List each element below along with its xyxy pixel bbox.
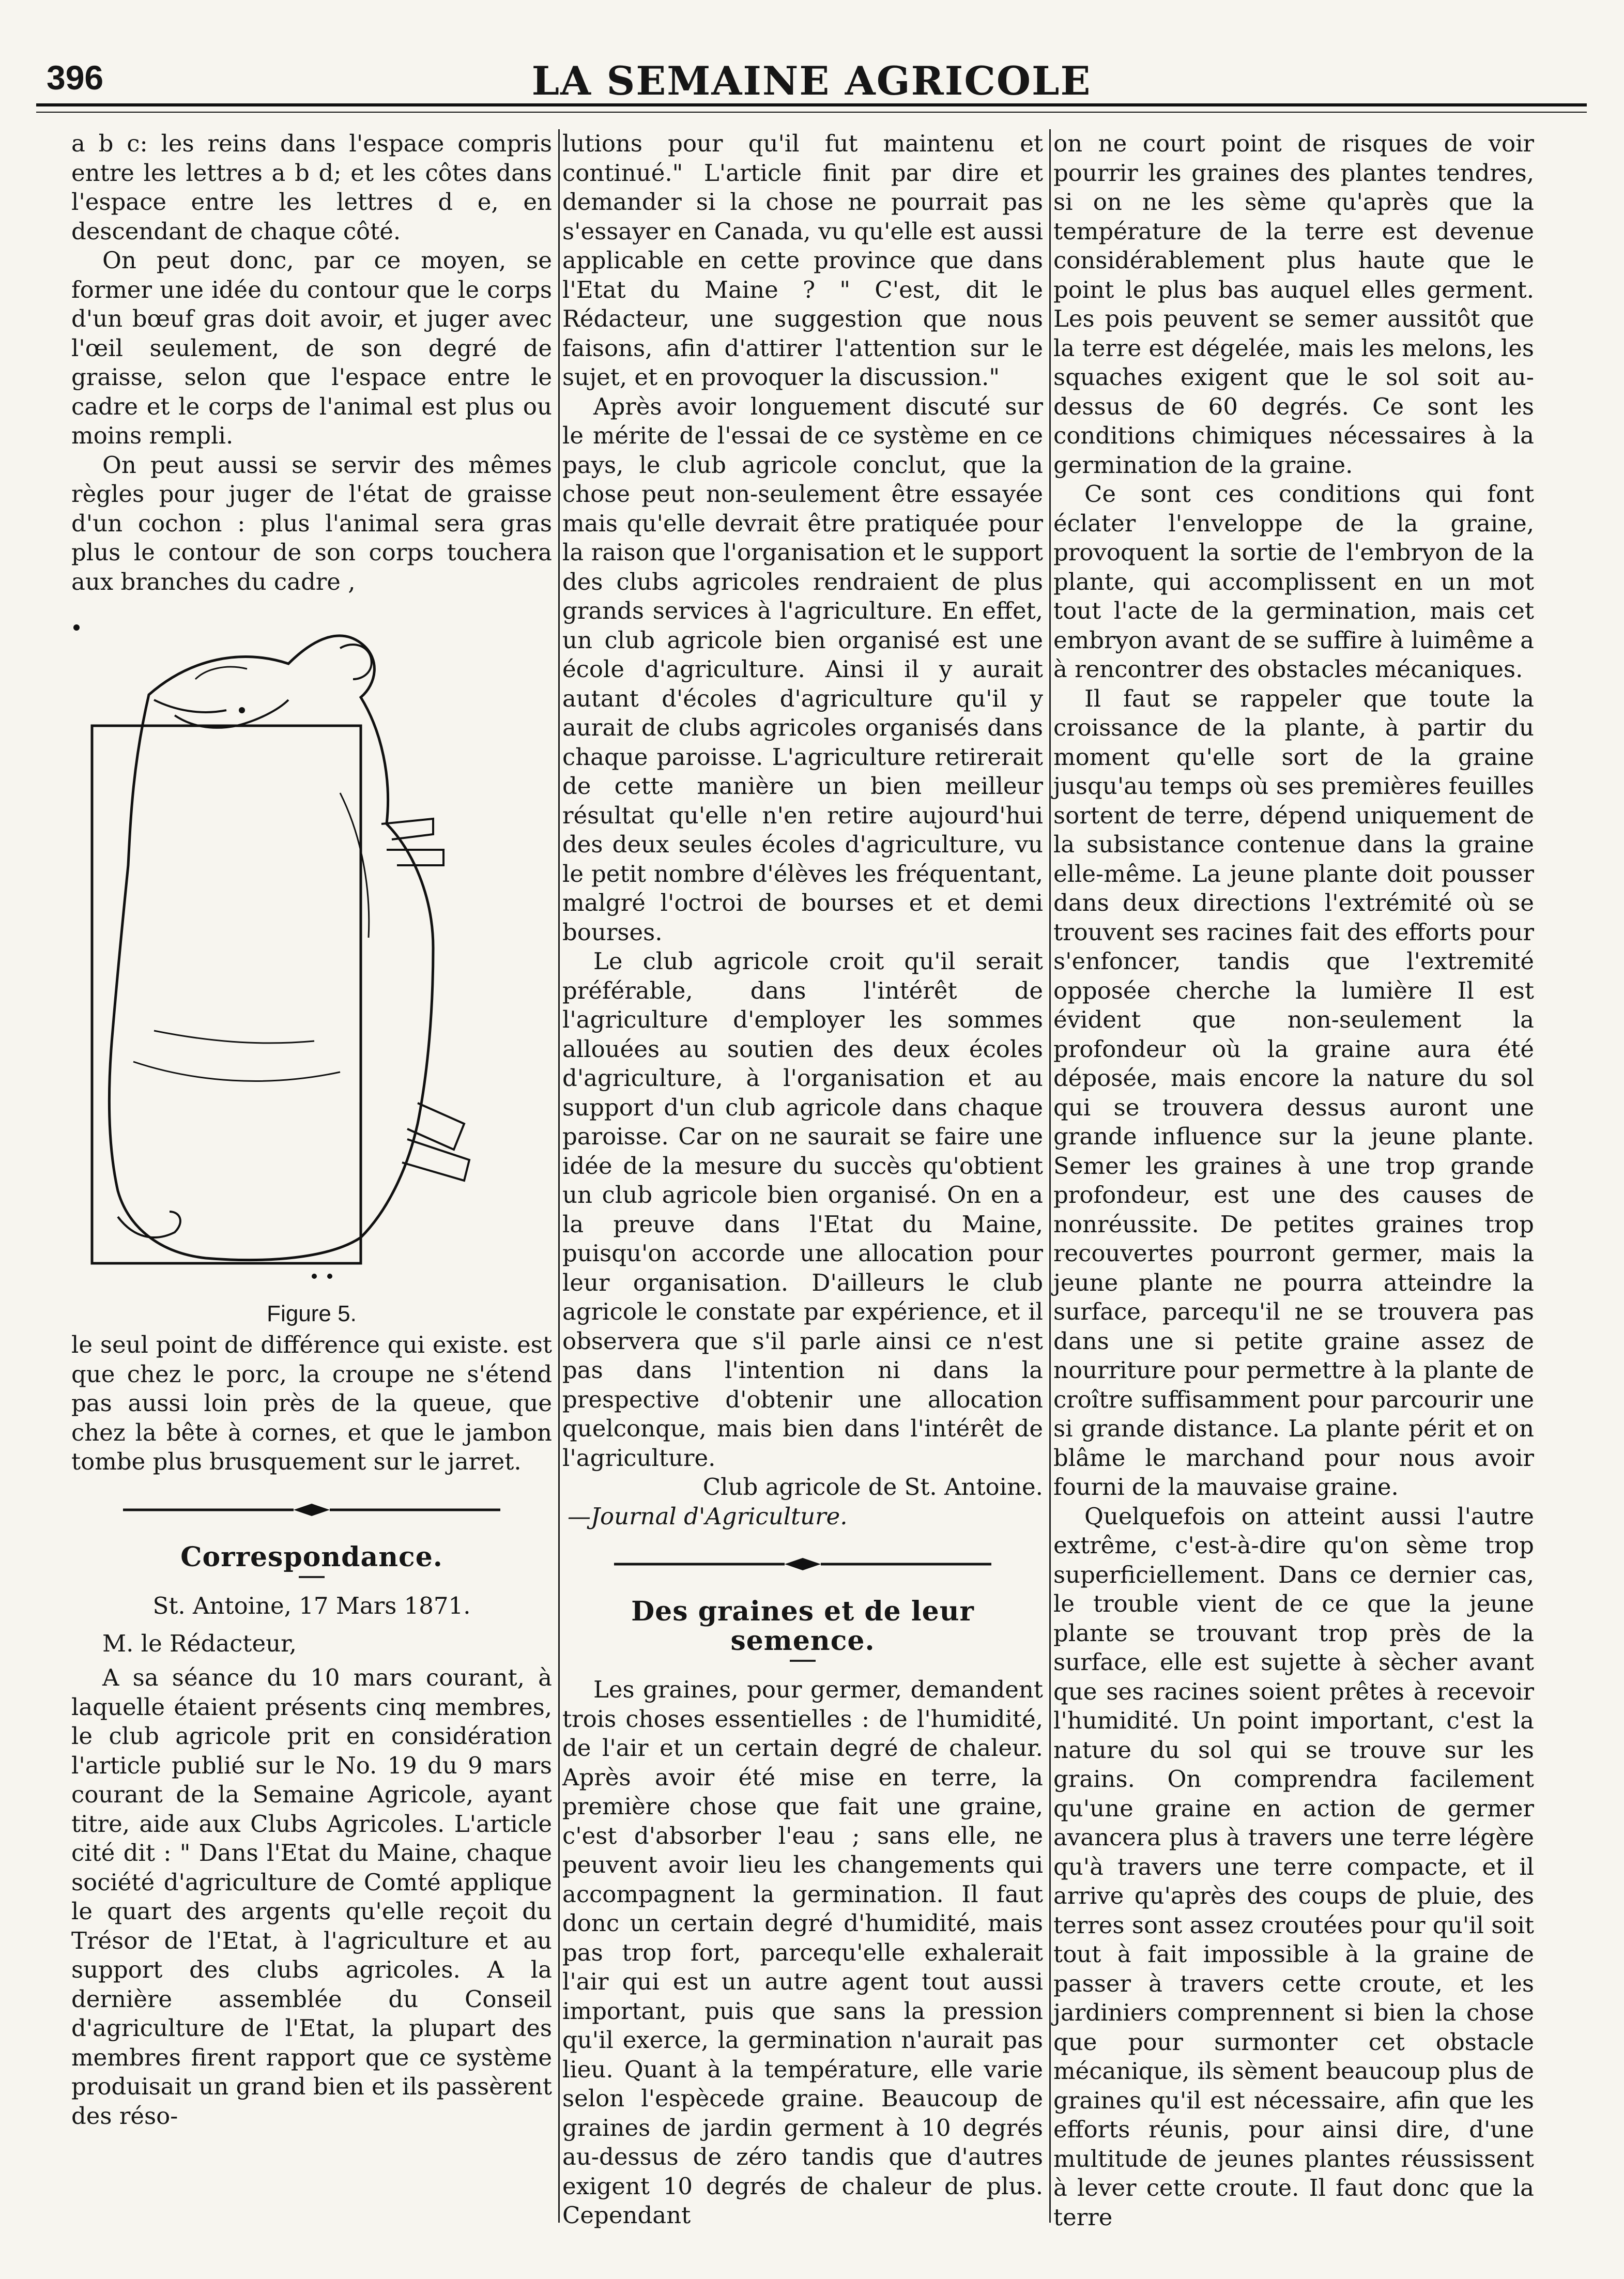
column-1 (71, 129, 552, 2131)
column-divider (558, 129, 560, 2223)
figure-5 (71, 607, 552, 1330)
journal-title: LA SEMAINE AGRICOLE (531, 58, 1092, 104)
paragraph: Après avoir longuement discuté sur le mérite de l'essai de ce système en ce pays, le club agricole conclut, que la chose peut non-seulement être essayée mais qu'elle devrait être pratiquée pour la raison que l'organisation et le support des clubs agricoles rendraient de plus grands services à l'agriculture. En effet, un club agricole bien organisé est une école d'agriculture. Ainsi il y aurait autant d'écoles d'agriculture qu'il y aurait de clubs agricoles organisés dans chaque paroisse. L'agriculture retirerait de cette manière un bien meilleur résultat qu'elle n'en retire aujourd'hui des deux seules écoles d'agriculture, vu le petit nombre d'élèves les fréquentant, malgré l'octroi de bourses et et demi bourses. (562, 392, 1043, 946)
paragraph: On peut aussi se servir des mêmes règles pour juger de l'état de graisse d'un cochon : plus l'animal sera gras plus le contour de son corps touchera aux branches du cadre , (71, 451, 552, 595)
paragraph: A sa séance du 10 mars courant, à laquelle étaient présents cinq membres, le club agricole prit en considération l'article publié sur le No. 19 du 9 mars courant de la Semaine Agricole, ayant titre, aide aux Clubs Agricoles. L'article cité dit : " Dans l'Etat du Maine, chaque société d'agriculture de Comté applique le quart des argents qu'elle reçoit du Trésor de l'Etat, à l'agriculture et au support des clubs agricoles. A la dernière assemblée du Conseil d'agriculture de l'Etat, la plupart des membres firent rapport que ce système produisait un grand bien et ils passèrent des réso- (71, 1664, 552, 2130)
column-divider (1049, 129, 1051, 2223)
figure-caption: Figure 5. (267, 1301, 357, 1326)
paragraph: Ce sont ces conditions qui font éclater l'enveloppe de la graine, provoquent la sortie de l'embryon de la plante, qui accomplissent en un mot tout l'acte de la germination, mais cet embryon avant de se suffire à luimême a à rencontrer des obstacles mécaniques. (1053, 480, 1534, 683)
pig-in-frame-illustration (71, 607, 552, 1294)
section-ornament (71, 1494, 552, 1525)
section-ornament (562, 1549, 1043, 1580)
paragraph: lutions pour qu'il fut maintenu et continué." L'article finit par dire et demander si la chose ne pourrait pas s'essayer en Canada, vu qu'elle est aussi applicable en cette province que dans l'Etat du Maine ? " C'est, dit le Rédacteur, une suggestion que nous faisons, afin d'attirer l'attention sur le sujet, et en provoquer la discussion." (562, 130, 1043, 391)
column-2 (562, 129, 1043, 2230)
header-rule (36, 103, 1587, 106)
paragraph: Il faut se rappeler que toute la croissance de la plante, à partir du moment qu'elle sort de la graine jusqu'au temps où ses premières feuilles sortent de terre, dépend uniquement de la subsistance contenue dans la graine elle-même. La jeune plante doit pousser dans deux directions l'extrémité où se trouvent ses racines fait des efforts pour s'enfoncer, tandis que l'extremité opposée cherche la lumière Il est évident que non-seulement la profondeur où la graine aura été déposée, mais encore la nature du sol qui se trouvera dessus auront une grande influence sur la jeune plante. Semer les graines à une trop grande profondeur, est une des causes de nonréussite. De petites graines trop recouvertes pourront germer, mais la jeune plante ne pourra atteindre la surface, parcequ'il ne se trouvera pas dans une si petite graine assez de nourriture pour permettre à la plante de croître suffisamment pour parcourir une si grande distance. La plante périt et on blâme le marchand pour nous avoir fourni de la mauvaise graine. (1053, 684, 1534, 1501)
paragraph: le seul point de différence qui existe. est que chez le porc, la croupe ne s'étend pas aussi loin près de la queue, que chez la bête à cornes, et que le jambon tombe plus brusquement sur le jarret. (71, 1331, 552, 1475)
paragraph: a b c: les reins dans l'espace compris entre les lettres a b d; et les côtes dans l'espace entre les lettres d e, en descendant de chaque côté. (71, 130, 552, 245)
page-number: 396 (47, 58, 104, 97)
signature: Club agricole de St. Antoine. (702, 1473, 1043, 1501)
header-rule-thin (36, 112, 1587, 113)
section-title: Correspondance. (180, 1541, 443, 1573)
paragraph: Le club agricole croit qu'il serait préférable, dans l'intérêt de l'agriculture d'employer les sommes allouées au soutien des deux écoles d'agriculture, à l'organisation et au support d'un club agricole dans chaque paroisse. Car on ne saurait se faire une idée de la mesure du succès qu'obtient un club agricole bien organisé. On en a la preuve dans l'Etat du Maine, puisqu'on accorde une allocation pour leur organisation. D'ailleurs le club agricole le constate par expérience, et il observera que s'il parle ainsi ce n'est pas dans l'intention ni dans la prespective d'obtenir une allocation quelconque, mais bien dans l'intérêt de l'agriculture. (562, 947, 1043, 1472)
column-3 (1053, 129, 1534, 2232)
paragraph: Quelquefois on atteint aussi l'autre extrême, c'est-à-dire qu'on sème trop superficiellement. Dans ce dernier cas, le trouble vient de ce que la jeune plante se trouvant trop près de la surface, elle est sujette à sècher avant que ses racines soient prêtes à recevoir l'humidité. Un point important, c'est la nature du sol qui se trouve sur les grains. On comprendra facilement qu'une graine en action de germer avancera plus à travers une terre légère qu'à travers une terre compacte, et il arrive qu'après des coups de pluie, des terres sont assez croutées pour qu'il soit tout à fait impossible à la graine de passer à travers cette croute, et les jardiniers comprennent si bien la chose que pour surmonter cet obstacle mécanique, ils sèment beaucoup plus de graines qu'il est nécessaire, afin que les efforts réunis, pour ainsi dire, d'une multitude de jeunes plantes réussissent à lever cette croute. Il faut donc que la terre (1053, 1502, 1534, 2231)
divider (790, 1660, 816, 1662)
paragraph: On peut donc, par ce moyen, se former une idée du contour que le corps d'un bœuf gras doit avoir, et juger avec l'œil seulement, de son degré de graisse, selon que l'espace entre le cadre et le corps de l'animal est plus ou moins rempli. (71, 247, 552, 449)
paragraph: on ne court point de risques de voir pourrir les graines des plantes tendres, si on ne les sème qu'après que la température de la terre est devenue considérablement plus haute que le point le plus bas auquel elles germent. Les pois peuvent se semer aussitôt que la terre est dégelée, mais les melons, les squaches exigent que le sol soit au-dessus de 60 degrés. Ce sont les conditions chimiques nécessaires à la germination de la graine. (1053, 130, 1534, 479)
section-title: Des graines et de leur semence. (631, 1596, 974, 1657)
source-citation: —Journal d'Agriculture. (568, 1502, 848, 1530)
salutation: M. le Rédacteur, (102, 1629, 297, 1657)
page-header (36, 48, 1587, 110)
divider (299, 1576, 325, 1578)
paragraph: Les graines, pour germer, demandent trois choses essentielles : de l'humidité, de l'air et un certain degré de chaleur. Après avoir été mise en terre, la première chose que fait une graine, c'est d'absorber l'eau ; sans elle, ne peuvent avoir lieu les changements qui accompagnent la germination. Il faut donc un certain degré d'humidité, mais pas trop fort, parcequ'elle exhalerait l'air qui est un autre agent tout aussi important, puis que sans la pression qu'il exerce, la germination n'aurait pas lieu. Quant à la température, elle varie selon l'espècede graine. Beaucoup de graines de jardin germent à 10 degrés au-dessus de zéro tandis que d'autres exigent 10 degrés de chaleur de plus. Cependant (562, 1676, 1043, 2229)
dateline: St. Antoine, 17 Mars 1871. (152, 1592, 471, 1619)
